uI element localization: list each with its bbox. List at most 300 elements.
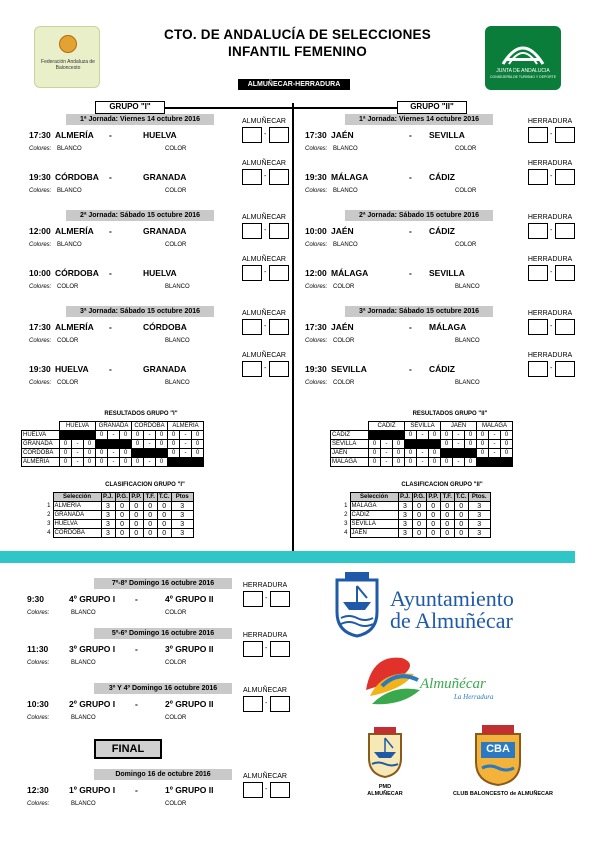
group1-results-col-header: HUELVA xyxy=(60,422,96,431)
group2-class-team: JAÉN xyxy=(350,529,398,538)
group2-class-team: CÁDIZ xyxy=(350,511,398,520)
playoff-1-match-home-score[interactable] xyxy=(243,591,263,607)
group2-j1-match-1-time: 17:30 xyxy=(305,130,327,140)
group2-class-header: T.F. xyxy=(440,493,454,502)
group1-j2-match-1-away-color: COLOR xyxy=(165,242,187,248)
group1-results-score-sep: - xyxy=(72,440,84,449)
group1-j2-match-1-colores-label: Colores: xyxy=(29,242,52,248)
group2-classification-table xyxy=(342,492,491,538)
group1-j1-match-2-vs-dash: - xyxy=(109,172,112,182)
group2-j3-match-2-home-score[interactable] xyxy=(528,361,548,377)
group1-j2-match-2-colores-label: Colores: xyxy=(29,284,52,290)
group2-j2-match-2-venue: HERRADURA xyxy=(527,256,573,263)
group1-class-team: GRANADA xyxy=(53,511,101,520)
group2-class-team: SEVILLA xyxy=(350,520,398,529)
almunecar-brand-icon xyxy=(362,650,422,708)
group2-j1-match-1-away-team: SEVILLA xyxy=(429,130,465,140)
group2-class-pp: 0 xyxy=(426,502,440,511)
group2-results-row xyxy=(331,431,513,440)
group2-j3-match-1-vs-dash: - xyxy=(409,322,412,332)
group1-class-pj: 3 xyxy=(101,520,115,529)
playoff-2-match-venue: HERRADURA xyxy=(242,632,288,639)
group2-results-diagonal xyxy=(405,440,441,449)
group1-j3-match-2-home-score[interactable] xyxy=(242,361,262,377)
group2-class-tc: 0 xyxy=(454,502,468,511)
group2-j3-match-1-home-color: COLOR xyxy=(333,338,355,344)
group2-results-score-sep: - xyxy=(417,431,429,440)
group2-class-header: Ptos. xyxy=(468,493,490,502)
playoff-2-match-home-color: BLANCO xyxy=(71,660,96,666)
group2-results-score-away: 0 xyxy=(501,440,513,449)
pmd-shield-icon xyxy=(366,726,404,778)
final-match-home-team: 1º GRUPO I xyxy=(69,785,116,795)
group2-results-row-label: JAÉN xyxy=(331,449,369,458)
group2-j3-match-2-vs-dash: - xyxy=(409,364,412,374)
group2-results-score-sep: - xyxy=(489,440,501,449)
group2-j3-match-2-venue: HERRADURA xyxy=(527,352,573,359)
group1-j2-match-2-home-color: COLOR xyxy=(57,284,79,290)
playoff-2-match-time: 11:30 xyxy=(27,644,49,654)
group2-results-col-header: MALAGA xyxy=(477,422,513,431)
group1-j2-match-2-home-team: CÓRDOBA xyxy=(55,268,99,278)
group1-class-pg: 0 xyxy=(115,520,129,529)
group2-results-score-away: 0 xyxy=(393,449,405,458)
group2-results-score-sep: - xyxy=(489,431,501,440)
group1-j1-match-2-home-score[interactable] xyxy=(242,169,262,185)
group2-results-score-home: 0 xyxy=(369,440,381,449)
group2-results-row-label: MALAGA xyxy=(331,458,369,467)
group1-results-score-away: 0 xyxy=(120,431,132,440)
group2-j2-match-2-home-color: COLOR xyxy=(333,284,355,290)
teal-band xyxy=(0,551,575,563)
playoff-3-match-away-color: COLOR xyxy=(165,715,187,721)
group2-class-row xyxy=(342,520,490,529)
group1-results-score-home: 0 xyxy=(96,449,108,458)
group1-j1-match-2-time: 19:30 xyxy=(29,172,51,182)
group2-j2-match-1-away-score[interactable] xyxy=(555,223,575,239)
group1-j2-match-2-fixture xyxy=(29,268,259,280)
group2-j3-match-1-away-color: BLANCO xyxy=(455,338,480,344)
group2-j3-match-2-away-team: CÁDIZ xyxy=(429,364,455,374)
group1-j2-match-1-vs-dash: - xyxy=(109,226,112,236)
group1-j3-match-2-venue: ALMUÑECAR xyxy=(242,352,286,359)
group1-classification-table xyxy=(45,492,194,538)
playoff-1-match-score-sep: - xyxy=(265,595,268,602)
group2-class-pts: 3 xyxy=(468,529,490,538)
group1-results-row xyxy=(22,440,204,449)
group1-results-score-away: 0 xyxy=(192,440,204,449)
group2-results-score-home: 0 xyxy=(441,431,453,440)
group1-results-diagonal xyxy=(168,458,204,467)
group2-j1-match-2-time: 19:30 xyxy=(305,172,327,182)
group1-results-score-sep: - xyxy=(108,458,120,467)
group1-j1-match-2-away-color: COLOR xyxy=(165,188,187,194)
group1-results-score-sep: - xyxy=(180,431,192,440)
group2-results-score-sep: - xyxy=(417,458,429,467)
group2-results-score-sep: - xyxy=(453,440,465,449)
group2-results-score-sep: - xyxy=(489,449,501,458)
playoff-1-match-home-team: 4º GRUPO I xyxy=(69,594,116,604)
group1-results-score-home: 0 xyxy=(60,458,72,467)
group2-class-tc: 0 xyxy=(454,511,468,520)
group1-j1-match-2-home-team: CÓRDOBA xyxy=(55,172,99,182)
group1-results-row-label: ALMERIA xyxy=(22,458,60,467)
group1-j2-match-1-away-team: GRANADA xyxy=(143,226,187,236)
group2-class-pg: 0 xyxy=(412,511,426,520)
group2-j1-match-2-fixture xyxy=(305,172,535,184)
group2-j1-match-1-fixture xyxy=(305,130,535,142)
group1-j1-match-1-colores-label: Colores: xyxy=(29,146,52,152)
group1-j1-match-1-away-team: HUELVA xyxy=(143,130,177,140)
group1-results-score-away: 0 xyxy=(120,458,132,467)
group1-class-pos: 1 xyxy=(47,503,51,509)
group2-results-score-away: 0 xyxy=(501,449,513,458)
group1-class-pos: 3 xyxy=(47,521,51,527)
group1-j2-match-2-away-score[interactable] xyxy=(269,265,289,281)
group1-class-tf: 0 xyxy=(143,511,157,520)
group2-results-corner xyxy=(331,422,369,431)
group2-j3-match-1-venue: HERRADURA xyxy=(527,310,573,317)
group2-jornada-2-title: 2ª Jornada: Sábado 15 octubre 2016 xyxy=(345,210,493,221)
group1-j3-match-2-away-score[interactable] xyxy=(269,361,289,377)
group1-results-diagonal xyxy=(60,431,96,440)
group2-results-score-sep: - xyxy=(453,458,465,467)
group2-class-tf: 0 xyxy=(440,511,454,520)
group1-class-header: P.J. xyxy=(101,493,115,502)
group1-results-score-sep: - xyxy=(144,431,156,440)
group1-class-tf: 0 xyxy=(143,520,157,529)
group2-j2-match-1-colores-label: Colores: xyxy=(305,242,328,248)
ayuntamiento-line1: Ayuntamiento xyxy=(390,586,514,611)
group2-j2-match-2-away-score[interactable] xyxy=(555,265,575,281)
group1-j1-match-1-venue: ALMUÑECAR xyxy=(242,118,286,125)
group1-results-score-home: 0 xyxy=(60,440,72,449)
playoff-1-match-fixture xyxy=(27,594,257,606)
group2-results-score-sep: - xyxy=(381,458,393,467)
playoff-1-match-time: 9:30 xyxy=(27,594,45,604)
group1-class-row xyxy=(45,502,193,511)
playoff-1-match-away-score[interactable] xyxy=(270,591,290,607)
final-match-home-score[interactable] xyxy=(243,782,263,798)
pmd-label: PMD xyxy=(378,784,392,790)
group1-class-tc: 0 xyxy=(157,502,171,511)
group1-class-header: T.C. xyxy=(158,494,170,500)
group2-j3-match-1-colores-label: Colores: xyxy=(305,338,328,344)
final-title: Domingo 16 de octubre 2016 xyxy=(94,769,232,780)
group2-results-score-sep: - xyxy=(453,431,465,440)
final-match-away-team: 1º GRUPO II xyxy=(165,785,214,795)
group2-results-row xyxy=(331,440,513,449)
group1-j3-match-1-home-score[interactable] xyxy=(242,319,262,335)
final-match-away-color: COLOR xyxy=(165,801,187,807)
group1-j3-match-1-home-color: COLOR xyxy=(57,338,79,344)
group2-j1-match-1-colores-label: Colores: xyxy=(305,146,328,152)
group1-j3-match-1-time: 17:30 xyxy=(29,322,51,332)
group1-j2-match-1-away-score[interactable] xyxy=(269,223,289,239)
group1-class-header: Ptos xyxy=(171,493,193,502)
group2-class-header: P.P. xyxy=(426,493,440,502)
final-match-fixture xyxy=(27,785,257,797)
group1-results-score-away: 0 xyxy=(120,449,132,458)
group2-j1-match-2-colores-label: Colores: xyxy=(305,188,328,194)
group1-j1-match-2-away-team: GRANADA xyxy=(143,172,187,182)
group2-j1-match-1-home-score[interactable] xyxy=(528,127,548,143)
group1-class-pts: 3 xyxy=(171,529,193,538)
group2-class-pp: 0 xyxy=(426,520,440,529)
playoff-3-match-home-score[interactable] xyxy=(243,696,263,712)
group1-class-row xyxy=(45,511,193,520)
group2-results-score-home: 0 xyxy=(477,431,489,440)
group2-results-score-away: 0 xyxy=(465,431,477,440)
group2-class-pp: 0 xyxy=(426,529,440,538)
group2-j3-match-2-away-score[interactable] xyxy=(555,361,575,377)
group1-class-tf: 0 xyxy=(143,529,157,538)
group2-class-row xyxy=(342,511,490,520)
group2-results-score-home: 0 xyxy=(405,431,417,440)
group1-class-tc: 0 xyxy=(157,529,171,538)
group2-j3-match-1-away-team: MÁLAGA xyxy=(429,322,467,332)
group1-class-pp: 0 xyxy=(129,520,143,529)
group1-class-pts: 3 xyxy=(171,520,193,529)
group2-class-pos: 2 xyxy=(344,512,348,518)
group2-j1-match-2-away-score[interactable] xyxy=(555,169,575,185)
group2-jornada-1-title: 1ª Jornada: Viernes 14 octubre 2016 xyxy=(345,114,493,125)
group1-j3-match-2-fixture xyxy=(29,364,259,376)
group1-results-diagonal xyxy=(96,440,132,449)
group1-j1-match-2-fixture xyxy=(29,172,259,184)
group2-j1-match-2-home-team: MÁLAGA xyxy=(331,172,369,182)
group2-j2-match-2-colores-label: Colores: xyxy=(305,284,328,290)
group2-class-tf: 0 xyxy=(440,529,454,538)
group1-results-row xyxy=(22,431,204,440)
group1-j1-match-2-home-color: BLANCO xyxy=(57,188,82,194)
group1-class-header: P.G. xyxy=(116,494,128,500)
group1-j1-match-2-away-score[interactable] xyxy=(269,169,289,185)
group2-results-row-label: SEVILLA xyxy=(331,440,369,449)
final-match-home-color: BLANCO xyxy=(71,801,96,807)
playoff-3-match-score-sep: - xyxy=(265,700,268,707)
junta-logo-text: JUNTA DE ANDALUCIA CONSEJERÍA DE TURISMO Y DEPORTE xyxy=(489,68,557,79)
group2-results-score-sep: - xyxy=(381,449,393,458)
group1-j1-match-1-score-sep: - xyxy=(264,131,267,138)
group2-j1-match-1-away-score[interactable] xyxy=(555,127,575,143)
group1-jornada-1-title: 1ª Jornada: Viernes 14 octubre 2016 xyxy=(66,114,214,125)
group1-j2-match-2-away-team: HUELVA xyxy=(143,268,177,278)
group2-results-row-label: CÁDIZ xyxy=(331,431,369,440)
group1-class-tf: 0 xyxy=(143,502,157,511)
group1-results-score-home: 0 xyxy=(168,440,180,449)
playoff-1-match-home-color: BLANCO xyxy=(71,610,96,616)
ayuntamiento-shield-icon xyxy=(333,572,381,638)
group1-j1-match-1-away-color: COLOR xyxy=(165,146,187,152)
group2-j3-match-2-colores-label: Colores: xyxy=(305,380,328,386)
group2-j3-match-1-score-sep: - xyxy=(550,323,553,330)
group2-j3-match-1-home-score[interactable] xyxy=(528,319,548,335)
playoff-2-match-home-team: 3º GRUPO I xyxy=(69,644,116,654)
group2-results-title: RESULTADOS GRUPO "II" xyxy=(412,411,488,417)
group1-results-row xyxy=(22,449,204,458)
group1-results-title: RESULTADOS GRUPO "I" xyxy=(104,411,178,417)
playoff-2-match-fixture xyxy=(27,644,257,656)
group2-results-score-away: 0 xyxy=(465,440,477,449)
group2-results-row xyxy=(331,449,513,458)
group1-results-table xyxy=(21,421,204,467)
group1-title: GRUPO "I" xyxy=(95,101,165,114)
group1-j3-match-1-away-score[interactable] xyxy=(269,319,289,335)
group1-j2-match-2-home-score[interactable] xyxy=(242,265,262,281)
playoff-2-match-score-sep: - xyxy=(265,645,268,652)
group2-class-row xyxy=(342,529,490,538)
group2-j2-match-2-score-sep: - xyxy=(550,269,553,276)
group2-results-col-header: JAEN xyxy=(441,422,477,431)
group2-j3-match-1-away-score[interactable] xyxy=(555,319,575,335)
group2-j2-match-1-away-team: CÁDIZ xyxy=(429,226,455,236)
group1-results-score-sep: - xyxy=(180,449,192,458)
group2-j2-match-1-venue: HERRADURA xyxy=(527,214,573,221)
group2-results-diagonal xyxy=(369,431,405,440)
group1-jornada-2-title: 2ª Jornada: Sábado 15 octubre 2016 xyxy=(66,210,214,221)
group1-results-col-header: GRANADA xyxy=(96,422,132,431)
group2-j3-match-2-home-team: SEVILLA xyxy=(331,364,367,374)
group2-j1-match-2-score-sep: - xyxy=(550,173,553,180)
group2-results-score-home: 0 xyxy=(477,440,489,449)
group1-results-score-sep: - xyxy=(144,458,156,467)
divider-vertical xyxy=(292,103,294,563)
group2-j2-match-2-time: 12:00 xyxy=(305,268,327,278)
playoff-2-match-home-score[interactable] xyxy=(243,641,263,657)
final-match-colores-label: Colores: xyxy=(27,801,50,807)
group2-class-corner xyxy=(342,493,350,502)
group1-j2-match-1-home-team: ALMERÍA xyxy=(55,226,94,236)
group1-class-team: HUELVA xyxy=(53,520,101,529)
group2-j1-match-1-vs-dash: - xyxy=(409,130,412,140)
playoff-2-match-away-color: COLOR xyxy=(165,660,187,666)
playoff-2-match-colores-label: Colores: xyxy=(27,660,50,666)
group2-j2-match-1-time: 10:00 xyxy=(305,226,327,236)
group2-j2-match-2-home-score[interactable] xyxy=(528,265,548,281)
playoff-3-match-colores-label: Colores: xyxy=(27,715,50,721)
group2-class-pts: 3 xyxy=(468,502,490,511)
group1-j2-match-1-score-sep: - xyxy=(264,227,267,234)
group1-results-row xyxy=(22,458,204,467)
group2-class-tf: 0 xyxy=(440,502,454,511)
group2-class-tf: 0 xyxy=(440,520,454,529)
group2-j1-match-2-home-color: BLANCO xyxy=(333,188,358,194)
group2-class-pg: 0 xyxy=(412,529,426,538)
group2-j2-match-1-home-score[interactable] xyxy=(528,223,548,239)
cba-label: CLUB BALONCESTO de ALMUÑECAR xyxy=(453,791,553,797)
group1-j3-match-2-time: 19:30 xyxy=(29,364,51,374)
group1-results-score-sep: - xyxy=(72,458,84,467)
venue-bar: ALMUÑECAR-HERRADURA xyxy=(238,79,350,90)
group1-j3-match-2-vs-dash: - xyxy=(109,364,112,374)
group2-j2-match-2-vs-dash: - xyxy=(409,268,412,278)
group1-j3-match-2-home-color: COLOR xyxy=(57,380,79,386)
group1-class-pj: 3 xyxy=(101,502,115,511)
junta-andalucia-logo xyxy=(485,26,561,90)
group2-j3-match-2-home-color: COLOR xyxy=(333,380,355,386)
group1-j2-match-2-time: 10:00 xyxy=(29,268,51,278)
group2-results-score-home: 0 xyxy=(441,440,453,449)
group2-title: GRUPO "II" xyxy=(397,101,467,114)
group1-results-score-sep: - xyxy=(108,449,120,458)
pmd-sublabel: ALMUÑECAR xyxy=(367,791,403,797)
final-match-away-score[interactable] xyxy=(270,782,290,798)
group1-j1-match-1-home-score[interactable] xyxy=(242,127,262,143)
group1-j3-match-1-away-color: BLANCO xyxy=(165,338,190,344)
group1-j2-match-1-home-score[interactable] xyxy=(242,223,262,239)
group2-results-row xyxy=(331,458,513,467)
group2-j2-match-2-away-color: BLANCO xyxy=(455,284,480,290)
group2-j1-match-2-home-score[interactable] xyxy=(528,169,548,185)
group1-j1-match-1-vs-dash: - xyxy=(109,130,112,140)
group2-j2-match-2-home-team: MÁLAGA xyxy=(331,268,369,278)
group1-results-score-home: 0 xyxy=(132,431,144,440)
group2-class-header: T.C. xyxy=(455,494,467,500)
group2-class-pj: 3 xyxy=(398,511,412,520)
group2-results-score-sep: - xyxy=(381,440,393,449)
group2-jornada-3-title: 3ª Jornada: Sábado 15 octubre 2016 xyxy=(345,306,493,317)
group1-class-pos: 4 xyxy=(47,530,51,536)
playoff-3-match-venue: ALMUÑECAR xyxy=(243,687,287,694)
group2-j3-match-2-score-sep: - xyxy=(550,365,553,372)
group1-class-pp: 0 xyxy=(129,511,143,520)
group1-results-corner xyxy=(22,422,60,431)
playoff-3-match-away-score[interactable] xyxy=(270,696,290,712)
group2-class-header: P.G. xyxy=(413,494,425,500)
group2-j1-match-2-away-color: COLOR xyxy=(455,188,477,194)
group1-results-score-home: 0 xyxy=(96,458,108,467)
playoff-2-match-away-team: 3º GRUPO II xyxy=(165,644,214,654)
group2-results-score-sep: - xyxy=(417,449,429,458)
playoff-1-match-colores-label: Colores: xyxy=(27,610,50,616)
group2-results-score-away: 0 xyxy=(429,449,441,458)
group1-results-score-away: 0 xyxy=(156,440,168,449)
group1-results-score-away: 0 xyxy=(156,431,168,440)
group1-j1-match-1-away-score[interactable] xyxy=(269,127,289,143)
group2-class-pos: 1 xyxy=(344,503,348,509)
group2-results-score-away: 0 xyxy=(429,458,441,467)
group2-class-pj: 3 xyxy=(398,520,412,529)
group1-j2-match-2-venue: ALMUÑECAR xyxy=(242,256,286,263)
group1-j3-match-1-home-team: ALMERÍA xyxy=(55,322,94,332)
playoff-2-match-away-score[interactable] xyxy=(270,641,290,657)
group1-j3-match-1-colores-label: Colores: xyxy=(29,338,52,344)
playoff-1-match-vs-dash: - xyxy=(135,594,138,604)
group2-j3-match-2-time: 19:30 xyxy=(305,364,327,374)
group1-class-pp: 0 xyxy=(129,502,143,511)
group2-j1-match-1-home-color: BLANCO xyxy=(333,146,358,152)
group2-results-score-home: 0 xyxy=(369,449,381,458)
group1-results-score-away: 0 xyxy=(84,449,96,458)
group2-results-score-away: 0 xyxy=(501,431,513,440)
group1-results-col-header: CORDOBA xyxy=(132,422,168,431)
group1-j1-match-2-venue: ALMUÑECAR xyxy=(242,160,286,167)
group1-class-pts: 3 xyxy=(171,511,193,520)
group1-jornada-3-title: 3ª Jornada: Sábado 15 octubre 2016 xyxy=(66,306,214,317)
final-match-vs-dash: - xyxy=(135,785,138,795)
group2-class-header: Selección xyxy=(350,493,398,502)
playoff-3-title: 3º Y 4º Domingo 16 octubre 2016 xyxy=(94,683,232,694)
group1-results-row-label: CORDOBA xyxy=(22,449,60,458)
group2-j2-match-1-home-color: BLANCO xyxy=(333,242,358,248)
group1-results-score-sep: - xyxy=(144,440,156,449)
group1-j3-match-1-venue: ALMUÑECAR xyxy=(242,310,286,317)
group1-j1-match-1-home-color: BLANCO xyxy=(57,146,82,152)
group2-j1-match-2-vs-dash: - xyxy=(409,172,412,182)
page-subtitle: INFANTIL FEMENINO xyxy=(228,44,367,59)
final-match-venue: ALMUÑECAR xyxy=(243,773,287,780)
